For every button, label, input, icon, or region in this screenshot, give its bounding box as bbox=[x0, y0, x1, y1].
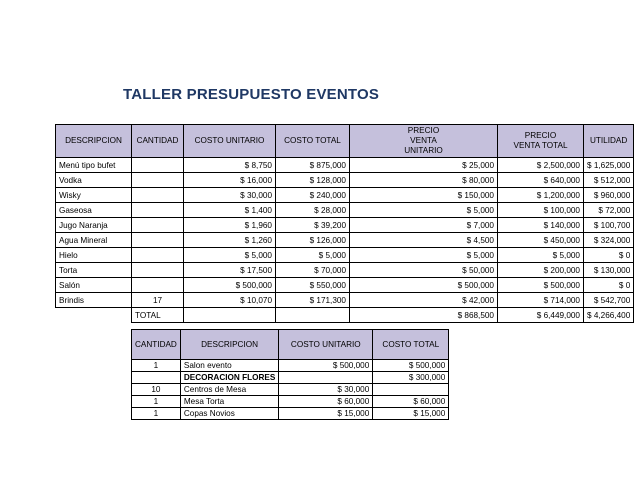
header-costo-total: COSTO TOTAL bbox=[276, 125, 350, 158]
budget-row bbox=[56, 248, 634, 263]
cell-utilidad: $ 130,000 bbox=[584, 263, 634, 278]
cell-costo-unitario: $ 16,000 bbox=[184, 173, 276, 188]
cell-utilidad: $ 100,700 bbox=[584, 218, 634, 233]
cell-cantidad bbox=[132, 188, 184, 203]
cell-cantidad bbox=[132, 203, 184, 218]
cell-precio-venta-unitario: $ 80,000 bbox=[350, 173, 498, 188]
cell-costo-total: $ 875,000 bbox=[276, 158, 350, 173]
cell-cantidad bbox=[132, 263, 184, 278]
detail-cell-costo-total bbox=[373, 384, 449, 396]
cell-utilidad: $ 0 bbox=[584, 278, 634, 293]
cell-precio-venta-total: $ 714,000 bbox=[498, 293, 584, 308]
budget-row bbox=[56, 263, 634, 278]
cell-utilidad: $ 0 bbox=[584, 248, 634, 263]
cell-precio-venta-total: $ 140,000 bbox=[498, 218, 584, 233]
detail-cell-costo-unitario: $ 15,000 bbox=[279, 408, 373, 420]
detail-header-descripcion: DESCRIPCION bbox=[180, 330, 278, 360]
header-precio-venta-total: PRECIO VENTA TOTAL bbox=[498, 125, 584, 158]
budget-row bbox=[56, 233, 634, 248]
detail-cell-costo-unitario: $ 30,000 bbox=[279, 384, 373, 396]
cell-precio-venta-unitario: $ 150,000 bbox=[350, 188, 498, 203]
cell-cantidad bbox=[132, 158, 184, 173]
detail-cell-costo-total: $ 60,000 bbox=[373, 396, 449, 408]
cell-costo-unitario: $ 1,400 bbox=[184, 203, 276, 218]
budget-row bbox=[56, 218, 634, 233]
detail-cell-descripcion: Copas Novios bbox=[180, 408, 278, 420]
cell-costo-total: $ 28,000 bbox=[276, 203, 350, 218]
header-utilidad: UTILIDAD bbox=[584, 125, 634, 158]
cell-cantidad bbox=[132, 233, 184, 248]
detail-cell-costo-unitario: $ 60,000 bbox=[279, 396, 373, 408]
detail-cell-costo-unitario bbox=[279, 372, 373, 384]
cell-costo-total: $ 128,000 bbox=[276, 173, 350, 188]
detail-row bbox=[132, 384, 449, 396]
cell-costo-total: $ 550,000 bbox=[276, 278, 350, 293]
budget-row bbox=[56, 293, 634, 308]
detail-row bbox=[132, 396, 449, 408]
cell-precio-venta-total: $ 1,200,000 bbox=[498, 188, 584, 203]
detail-cell-descripcion: Mesa Torta bbox=[180, 396, 278, 408]
cell-descripcion: Gaseosa bbox=[56, 203, 132, 218]
budget-header-row bbox=[56, 125, 634, 158]
detail-cell-costo-unitario: $ 500,000 bbox=[279, 360, 373, 372]
detail-header-costo-unitario: COSTO UNITARIO bbox=[279, 330, 373, 360]
cell-costo-total: $ 171,300 bbox=[276, 293, 350, 308]
cell-utilidad: $ 72,000 bbox=[584, 203, 634, 218]
cell-costo-total: $ 126,000 bbox=[276, 233, 350, 248]
total-label: TOTAL bbox=[132, 308, 184, 323]
cell-descripcion: Menú tipo bufet bbox=[56, 158, 132, 173]
cell-costo-total: $ 70,000 bbox=[276, 263, 350, 278]
detail-table bbox=[131, 329, 449, 420]
cell-precio-venta-unitario: $ 5,000 bbox=[350, 203, 498, 218]
header-precio-venta-unitario: PRECIO VENTA UNITARIO bbox=[350, 125, 498, 158]
cell-costo-total: $ 240,000 bbox=[276, 188, 350, 203]
detail-cell-cantidad: 1 bbox=[132, 360, 181, 372]
cell-descripcion: Wisky bbox=[56, 188, 132, 203]
cell-costo-unitario: $ 1,960 bbox=[184, 218, 276, 233]
detail-row bbox=[132, 360, 449, 372]
cell-utilidad: $ 542,700 bbox=[584, 293, 634, 308]
detail-header-costo-total: COSTO TOTAL bbox=[373, 330, 449, 360]
cell-costo-unitario: $ 500,000 bbox=[184, 278, 276, 293]
budget-row bbox=[56, 203, 634, 218]
detail-cell-descripcion: DECORACION FLORES bbox=[180, 372, 278, 384]
cell-utilidad: $ 512,000 bbox=[584, 173, 634, 188]
cell-cantidad bbox=[132, 248, 184, 263]
cell-precio-venta-unitario: $ 25,000 bbox=[350, 158, 498, 173]
cell-costo-unitario: $ 10,070 bbox=[184, 293, 276, 308]
cell-cantidad bbox=[132, 173, 184, 188]
page-title: TALLER PRESUPUESTO EVENTOS bbox=[123, 86, 380, 103]
header-costo-unitario: COSTO UNITARIO bbox=[184, 125, 276, 158]
detail-cell-descripcion: Salon evento bbox=[180, 360, 278, 372]
budget-row bbox=[56, 173, 634, 188]
cell-descripcion: Vodka bbox=[56, 173, 132, 188]
detail-row bbox=[132, 372, 449, 384]
cell-cantidad bbox=[132, 278, 184, 293]
cell-descripcion: Brindis bbox=[56, 293, 132, 308]
cell-utilidad: $ 960,000 bbox=[584, 188, 634, 203]
budget-row bbox=[56, 158, 634, 173]
total-precio-total: $ 6,449,000 bbox=[498, 308, 584, 323]
total-utilidad: $ 4,266,400 bbox=[584, 308, 634, 323]
detail-cell-cantidad: 1 bbox=[132, 408, 181, 420]
cell-precio-venta-total: $ 100,000 bbox=[498, 203, 584, 218]
detail-header-row bbox=[132, 330, 449, 360]
detail-row bbox=[132, 408, 449, 420]
cell-precio-venta-unitario: $ 50,000 bbox=[350, 263, 498, 278]
detail-cell-cantidad bbox=[132, 372, 181, 384]
detail-cell-costo-total: $ 500,000 bbox=[373, 360, 449, 372]
cell-costo-unitario: $ 1,260 bbox=[184, 233, 276, 248]
cell-precio-venta-unitario: $ 500,000 bbox=[350, 278, 498, 293]
cell-precio-venta-unitario: $ 7,000 bbox=[350, 218, 498, 233]
detail-cell-cantidad: 1 bbox=[132, 396, 181, 408]
total-precio-unitario: $ 868,500 bbox=[350, 308, 498, 323]
cell-costo-unitario: $ 5,000 bbox=[184, 248, 276, 263]
cell-precio-venta-total: $ 200,000 bbox=[498, 263, 584, 278]
cell-descripcion: Salón bbox=[56, 278, 132, 293]
cell-costo-unitario: $ 30,000 bbox=[184, 188, 276, 203]
budget-table bbox=[55, 124, 634, 323]
header-cantidad: CANTIDAD bbox=[132, 125, 184, 158]
cell-precio-venta-total: $ 5,000 bbox=[498, 248, 584, 263]
detail-cell-costo-total: $ 15,000 bbox=[373, 408, 449, 420]
cell-precio-venta-total: $ 2,500,000 bbox=[498, 158, 584, 173]
cell-precio-venta-total: $ 640,000 bbox=[498, 173, 584, 188]
header-descripcion: DESCRIPCION bbox=[56, 125, 132, 158]
cell-precio-venta-total: $ 500,000 bbox=[498, 278, 584, 293]
cell-utilidad: $ 324,000 bbox=[584, 233, 634, 248]
cell-precio-venta-total: $ 450,000 bbox=[498, 233, 584, 248]
budget-row bbox=[56, 278, 634, 293]
cell-costo-total: $ 5,000 bbox=[276, 248, 350, 263]
budget-row bbox=[56, 188, 634, 203]
detail-cell-costo-total: $ 300,000 bbox=[373, 372, 449, 384]
budget-total-row bbox=[56, 308, 634, 323]
cell-precio-venta-unitario: $ 4,500 bbox=[350, 233, 498, 248]
cell-descripcion: Torta bbox=[56, 263, 132, 278]
detail-cell-descripcion: Centros de Mesa bbox=[180, 384, 278, 396]
cell-descripcion: Agua Mineral bbox=[56, 233, 132, 248]
cell-costo-unitario: $ 8,750 bbox=[184, 158, 276, 173]
detail-cell-cantidad: 10 bbox=[132, 384, 181, 396]
cell-precio-venta-unitario: $ 42,000 bbox=[350, 293, 498, 308]
cell-descripcion: Jugo Naranja bbox=[56, 218, 132, 233]
cell-costo-total: $ 39,200 bbox=[276, 218, 350, 233]
cell-cantidad bbox=[132, 218, 184, 233]
detail-header-cantidad: CANTIDAD bbox=[132, 330, 181, 360]
cell-precio-venta-unitario: $ 5,000 bbox=[350, 248, 498, 263]
cell-costo-unitario: $ 17,500 bbox=[184, 263, 276, 278]
cell-descripcion: Hielo bbox=[56, 248, 132, 263]
cell-utilidad: $ 1,625,000 bbox=[584, 158, 634, 173]
cell-cantidad: 17 bbox=[132, 293, 184, 308]
